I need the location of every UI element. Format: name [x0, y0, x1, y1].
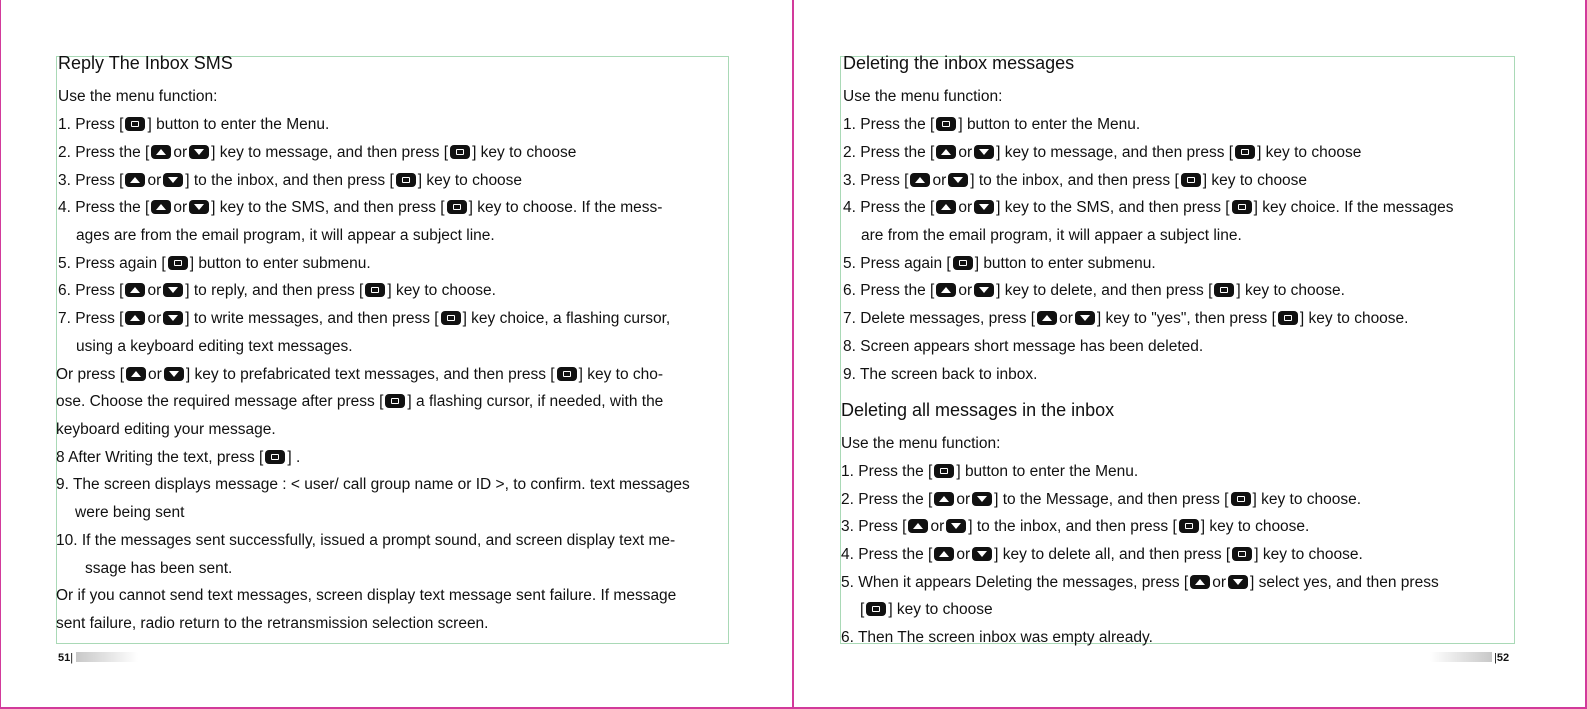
text: ] key to choose.: [1299, 310, 1409, 327]
left-line-19: Or if you cannot send text messages, screen display text message sent failure. If message: [56, 587, 677, 604]
menu-ok-key-icon: [1214, 283, 1234, 297]
up-key-icon: [125, 173, 145, 187]
left-line-9: [58, 309, 670, 329]
text: 2. Press the [: [58, 144, 150, 161]
down-key-icon: [163, 311, 183, 325]
text: ] key to choose: [1202, 172, 1308, 189]
menu-ok-key-icon: [265, 450, 285, 464]
text: ] key to choose.: [1236, 282, 1345, 299]
left-line-7: [58, 254, 371, 274]
right-line-13: [841, 462, 1138, 482]
right-section-title: Deleting all messages in the inbox: [841, 400, 1115, 420]
up-key-icon: [125, 283, 145, 297]
text: ] button to enter the Menu.: [147, 116, 330, 133]
text: ] to the inbox, and then press [: [185, 172, 394, 189]
page-border-left: [0, 0, 1, 709]
down-key-icon: [1228, 575, 1248, 589]
text: 51: [58, 652, 71, 664]
menu-ok-key-icon: [447, 200, 467, 214]
right-line-7: [843, 254, 1156, 274]
text: ] button to enter the Menu.: [958, 116, 1141, 133]
page-fold-line: [792, 0, 794, 709]
left-line-1: [58, 87, 217, 107]
right-line-2: [843, 115, 1140, 135]
down-key-icon: [189, 200, 209, 214]
menu-ok-key-icon: [934, 464, 954, 478]
text: Use the menu function:: [58, 88, 218, 105]
text: 7. Press [: [58, 310, 124, 327]
text: 3. Press [: [58, 172, 124, 189]
menu-ok-key-icon: [1231, 492, 1251, 506]
menu-ok-key-icon: [365, 283, 385, 297]
left-line-2: [58, 115, 329, 135]
text: Or press [: [56, 366, 125, 383]
menu-ok-key-icon: [1278, 311, 1298, 325]
text: 6. Press [: [58, 282, 124, 299]
down-key-icon: [1075, 311, 1095, 325]
up-key-icon: [936, 283, 956, 297]
left-line-13: keyboard editing your message.: [56, 421, 276, 438]
text: 4. Press the [: [58, 199, 150, 216]
text: 2. Press the [: [841, 491, 933, 508]
text: ] button to enter submenu.: [974, 255, 1156, 272]
page-number-separator: |: [1494, 652, 1497, 664]
left-line-12: [56, 392, 663, 412]
text: ] select yes, and then press: [1250, 574, 1439, 591]
text: 1. Press [: [58, 116, 124, 133]
up-key-icon: [125, 311, 145, 325]
down-key-icon: [189, 145, 209, 159]
up-key-icon: [910, 173, 930, 187]
right-line-15: [841, 517, 1309, 537]
menu-ok-key-icon: [1232, 200, 1252, 214]
left-line-4: [58, 171, 522, 191]
down-key-icon: [163, 173, 183, 187]
text: ose. Choose the required message after press [: [56, 393, 384, 410]
menu-ok-key-icon: [125, 117, 145, 131]
up-key-icon: [908, 519, 928, 533]
right-line-5: [843, 198, 1453, 218]
text: or: [173, 199, 188, 216]
text: ] key to message, and then press [: [996, 144, 1234, 161]
text: ] key to choose.: [1252, 491, 1362, 508]
page-number-separator: |: [70, 652, 74, 664]
menu-ok-key-icon: [1181, 173, 1201, 187]
text: 2. Press the [: [843, 144, 935, 161]
text: or: [958, 144, 973, 161]
menu-ok-key-icon: [1235, 145, 1255, 159]
right-page-number: [1494, 652, 1509, 664]
text: 1. Press the [: [841, 463, 933, 480]
text: ] key to prefabricated text messages, and then press [: [185, 366, 555, 383]
up-key-icon: [1037, 311, 1057, 325]
down-key-icon: [974, 283, 994, 297]
right-line-10: 8. Screen appears short message has been deleted.: [843, 338, 1204, 355]
text: 6. Press the [: [843, 282, 935, 299]
text: ] key to choose: [472, 144, 577, 161]
right-line-6: are from the email program, it will appaer a subject line.: [861, 227, 1242, 244]
text: ] .: [287, 449, 301, 466]
text: or: [958, 199, 973, 216]
text: 3. Press [: [841, 518, 907, 535]
menu-ok-key-icon: [953, 256, 973, 270]
text: ] key choice, a flashing cursor,: [462, 310, 671, 327]
right-page-bar: [1430, 652, 1492, 662]
text: ] key to choose: [417, 172, 523, 189]
text: ] to reply, and then press [: [185, 282, 364, 299]
menu-ok-key-icon: [385, 394, 405, 408]
left-page-title: Reply The Inbox SMS: [58, 53, 233, 73]
text: ] key to the SMS, and then press [: [211, 199, 445, 216]
up-key-icon: [934, 547, 954, 561]
text: 3. Press [: [843, 172, 909, 189]
menu-ok-key-icon: [1179, 519, 1199, 533]
menu-ok-key-icon: [168, 256, 188, 270]
left-line-8: [58, 281, 496, 301]
menu-ok-key-icon: [450, 145, 470, 159]
down-key-icon: [972, 547, 992, 561]
left-line-11: [56, 365, 663, 385]
up-key-icon: [936, 200, 956, 214]
down-key-icon: [164, 367, 184, 381]
text: or: [956, 491, 971, 508]
text: ] key to delete all, and then press [: [994, 546, 1231, 563]
up-key-icon: [151, 145, 171, 159]
left-line-15: 9. The screen displays message : < user/ call group name or ID >, to confirm. text messages: [56, 476, 690, 493]
left-line-18: ssage has been sent.: [85, 560, 233, 577]
right-line-8: [843, 281, 1345, 301]
text: or: [147, 282, 162, 299]
up-key-icon: [151, 200, 171, 214]
right-line-12: Use the menu function:: [841, 435, 1001, 452]
left-line-6: ages are from the email program, it will appear a subject line.: [76, 227, 495, 244]
right-line-11: 9. The screen back to inbox.: [843, 366, 1038, 383]
menu-ok-key-icon: [866, 602, 886, 616]
text: 4. Press the [: [843, 199, 935, 216]
down-key-icon: [972, 492, 992, 506]
menu-ok-key-icon: [441, 311, 461, 325]
down-key-icon: [163, 283, 183, 297]
left-line-3: [58, 143, 576, 163]
text: ] key to cho-: [578, 366, 664, 383]
right-line-14: [841, 490, 1361, 510]
text: ] key to choose.: [387, 282, 496, 299]
left-line-14: [56, 448, 300, 468]
text: ] key to choose. If the mess-: [468, 199, 663, 216]
down-key-icon: [974, 145, 994, 159]
text: 5. When it appears Deleting the messages, press [: [841, 574, 1189, 591]
text: 52: [1496, 652, 1510, 664]
text: ] key to choose.: [1200, 518, 1310, 535]
text: 1. Press the [: [843, 116, 935, 133]
text: ] key to the SMS, and then press [: [996, 199, 1230, 216]
right-page-title: Deleting the inbox messages: [843, 53, 1075, 73]
right-line-17: [841, 573, 1439, 593]
up-key-icon: [936, 145, 956, 159]
right-line-19: 6. Then The screen inbox was empty already.: [841, 629, 1153, 646]
left-line-16: were being sent: [75, 504, 185, 521]
down-key-icon: [946, 519, 966, 533]
text: 5. Press again [: [843, 255, 951, 272]
text: ] key to choose: [888, 601, 993, 618]
text: or: [956, 546, 971, 563]
left-line-5: [58, 198, 662, 218]
text: 5. Press again [: [58, 255, 166, 272]
text: ] key to choose: [1257, 144, 1362, 161]
text: ] button to enter the Menu.: [956, 463, 1139, 480]
down-key-icon: [974, 200, 994, 214]
left-page-number: [58, 652, 73, 664]
menu-ok-key-icon: [557, 367, 577, 381]
text: ] to the inbox, and then press [: [970, 172, 1179, 189]
text: ] key to choose.: [1254, 546, 1363, 563]
text: or: [173, 144, 188, 161]
left-line-10: using a keyboard editing text messages.: [76, 338, 353, 355]
text: or: [958, 282, 973, 299]
right-line-4: [843, 171, 1307, 191]
text: or: [147, 310, 162, 327]
up-key-icon: [934, 492, 954, 506]
text: 8 After Writing the text, press [: [56, 449, 264, 466]
menu-ok-key-icon: [936, 117, 956, 131]
text: ] key to message, and then press [: [211, 144, 449, 161]
right-line-9: [843, 309, 1408, 329]
text: [: [860, 601, 865, 618]
text: 4. Press the [: [841, 546, 933, 563]
text: 7. Delete messages, press [: [843, 310, 1036, 327]
text: or: [930, 518, 945, 535]
text: or: [147, 172, 162, 189]
text: ] key to "yes", then press [: [1096, 310, 1276, 327]
text: or: [1212, 574, 1227, 591]
text: ] key to delete, and then press [: [996, 282, 1213, 299]
left-line-20: sent failure, radio return to the retransmission selection screen.: [56, 615, 489, 632]
text: or: [148, 366, 162, 383]
down-key-icon: [948, 173, 968, 187]
left-page-bar: [76, 652, 138, 662]
right-line-1: Use the menu function:: [843, 88, 1003, 105]
right-line-3: [843, 143, 1361, 163]
text: or: [932, 172, 947, 189]
up-key-icon: [126, 367, 146, 381]
text: ] to the inbox, and then press [: [968, 518, 1177, 535]
up-key-icon: [1190, 575, 1210, 589]
text: ] to the Message, and then press [: [994, 491, 1229, 508]
text: ] button to enter submenu.: [189, 255, 371, 272]
text: ] key choice. If the messages: [1253, 199, 1454, 216]
text: ] to write messages, and then press [: [185, 310, 439, 327]
text: ] a flashing cursor, if needed, with the: [407, 393, 664, 410]
menu-ok-key-icon: [1232, 547, 1252, 561]
text: or: [1059, 310, 1073, 327]
right-line-18: [860, 600, 993, 620]
right-line-16: [841, 545, 1363, 565]
left-line-17: 10. If the messages sent successfully, issued a prompt sound, and screen display text me-: [56, 532, 676, 549]
menu-ok-key-icon: [396, 173, 416, 187]
